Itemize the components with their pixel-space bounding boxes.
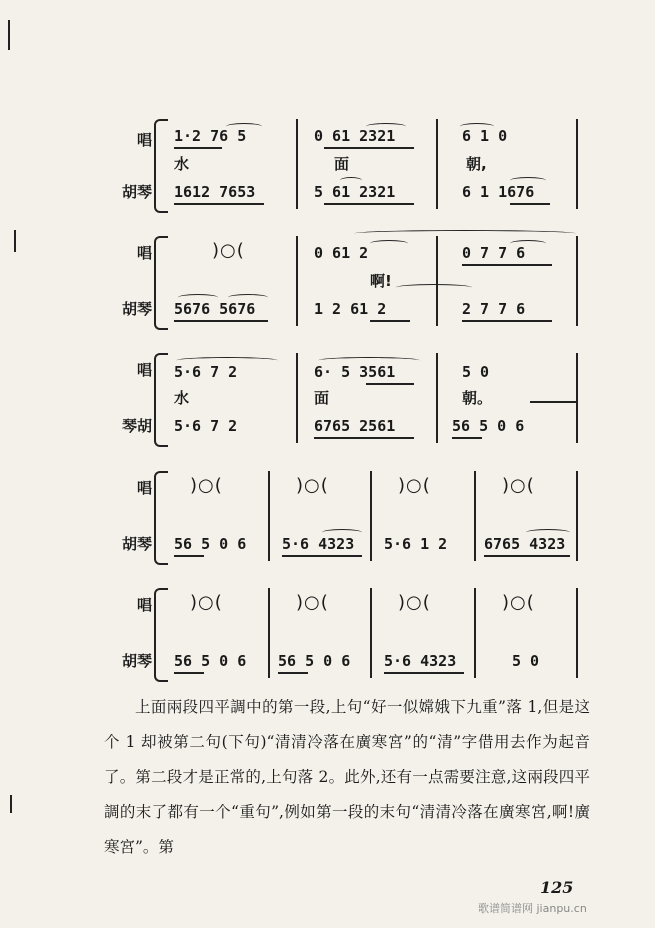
- huqin-measure: 6765 4323: [484, 535, 566, 553]
- huqin-measure: 56 5 0 6: [278, 652, 351, 670]
- system-brace: [154, 236, 168, 330]
- barline: [576, 471, 578, 561]
- barline: [436, 236, 438, 326]
- barline: [370, 588, 372, 678]
- huqin-label: 胡琴: [121, 183, 152, 201]
- rest-symbol: )○(: [502, 592, 535, 613]
- huqin-measure: 6765 2561: [314, 417, 396, 435]
- lyric: 面: [334, 155, 350, 173]
- slur: [318, 357, 420, 364]
- voice-label: 唱: [136, 479, 152, 497]
- voice-label: 唱: [136, 361, 152, 379]
- slur: [340, 177, 362, 184]
- system-brace: [154, 119, 168, 213]
- margin-mark: [8, 20, 10, 50]
- rest-symbol: )○(: [296, 592, 329, 613]
- slur: [510, 240, 546, 247]
- barline: [474, 471, 476, 561]
- huqin-measure: 5676 5676: [174, 300, 256, 318]
- slur: [178, 294, 218, 301]
- slur: [176, 357, 278, 364]
- slur: [396, 284, 472, 291]
- slur: [226, 123, 262, 130]
- underline: [462, 320, 552, 322]
- slur: [370, 240, 408, 247]
- lyric: 水: [174, 155, 190, 173]
- huqin-label: 胡琴: [121, 535, 152, 553]
- system-brace: [154, 588, 168, 682]
- underline: [384, 672, 464, 674]
- huqin-measure: 56 5 0 6: [452, 417, 525, 435]
- slur: [322, 529, 362, 536]
- barline: [268, 588, 270, 678]
- slur: [510, 177, 546, 184]
- rest-symbol: )○(: [212, 240, 245, 261]
- voice-measure: 0 61 2: [314, 244, 369, 262]
- paragraph-text: 上面兩段四平調中的第一段,上句“好一似嫦娥下九重”落 1,但是这个 1 却被第二句(下句)“清清冷落在廣寒宮”的“清”字借用去作为起音了。第二段才是正常的,上句落 2。此外,还有一点需要注意,这兩段四平調的末了都有一个“重句”,例如第一段的末句“清清冷落在廣寒宮,啊!廣寒宮”。第: [104, 698, 590, 856]
- underline: [282, 555, 362, 557]
- system-brace: [154, 471, 168, 565]
- lyric: 啊!: [370, 272, 392, 290]
- margin-mark: [10, 795, 12, 813]
- barline: [296, 119, 298, 209]
- continuation-line: [530, 401, 578, 403]
- slur: [526, 529, 570, 536]
- score-system-1: [0, 115, 655, 215]
- barline: [576, 119, 578, 209]
- site-watermark: 歌谱简谱网 jianpu.cn: [478, 902, 587, 915]
- underline: [366, 383, 414, 385]
- rest-symbol: )○(: [398, 475, 431, 496]
- huqin-label: 琴胡: [121, 417, 152, 435]
- barline: [296, 236, 298, 326]
- underline: [462, 264, 552, 266]
- barline: [576, 353, 578, 443]
- underline: [174, 555, 204, 557]
- underline: [174, 320, 268, 322]
- barline: [576, 588, 578, 678]
- underline: [324, 203, 414, 205]
- slur: [460, 123, 494, 130]
- underline: [174, 203, 264, 205]
- slur: [228, 294, 268, 301]
- barline: [436, 119, 438, 209]
- rest-symbol: )○(: [296, 475, 329, 496]
- lyric: 朝。: [462, 389, 493, 407]
- barline: [576, 236, 578, 326]
- underline: [314, 437, 414, 439]
- rest-symbol: )○(: [502, 475, 535, 496]
- body-paragraph: [104, 690, 590, 865]
- huqin-measure: 1612 7653: [174, 183, 256, 201]
- score-system-2: [0, 228, 655, 328]
- lyric: 面: [314, 389, 330, 407]
- underline: [484, 555, 570, 557]
- rest-symbol: )○(: [398, 592, 431, 613]
- voice-measure: 6· 5 3561: [314, 363, 396, 381]
- score-system-3: [0, 345, 655, 445]
- voice-label: 唱: [136, 244, 152, 262]
- barline: [268, 471, 270, 561]
- huqin-measure: 6 1 1676: [462, 183, 535, 201]
- underline: [174, 672, 204, 674]
- slur: [366, 123, 406, 130]
- huqin-measure: 5 61 2321: [314, 183, 396, 201]
- voice-label: 唱: [136, 596, 152, 614]
- underline: [370, 320, 410, 322]
- underline: [174, 147, 222, 149]
- slur: [354, 230, 576, 237]
- voice-measure: 1·2 76 5: [174, 127, 247, 145]
- voice-measure: 5 0: [462, 363, 490, 381]
- underline: [278, 672, 308, 674]
- underline: [452, 437, 482, 439]
- voice-label: 唱: [136, 131, 152, 149]
- huqin-measure: 5·6 4323: [384, 652, 457, 670]
- rest-symbol: )○(: [190, 592, 223, 613]
- barline: [474, 588, 476, 678]
- lyric: 水: [174, 389, 190, 407]
- voice-measure: 0 7 7 6: [462, 244, 526, 262]
- system-brace: [154, 353, 168, 447]
- huqin-measure: 5·6 7 2: [174, 417, 238, 435]
- huqin-measure: 5·6 4323: [282, 535, 355, 553]
- underline: [324, 147, 414, 149]
- score-system-5: [0, 580, 655, 680]
- lyric: 朝,: [466, 155, 487, 173]
- barline: [296, 353, 298, 443]
- barline: [370, 471, 372, 561]
- huqin-label: 胡琴: [121, 300, 152, 318]
- score-system-4: [0, 463, 655, 563]
- rest-symbol: )○(: [190, 475, 223, 496]
- huqin-measure: 5 0: [512, 652, 540, 670]
- voice-measure: 6 1 0: [462, 127, 508, 145]
- huqin-measure: 1 2 61 2: [314, 300, 387, 318]
- huqin-measure: 56 5 0 6: [174, 652, 247, 670]
- huqin-measure: 5·6 1 2: [384, 535, 448, 553]
- page-number: 125: [540, 878, 574, 897]
- huqin-measure: 2 7 7 6: [462, 300, 526, 318]
- huqin-label: 胡琴: [121, 652, 152, 670]
- huqin-measure: 56 5 0 6: [174, 535, 247, 553]
- barline: [436, 353, 438, 443]
- voice-measure: 5·6 7 2: [174, 363, 238, 381]
- voice-measure: 0 61 2321: [314, 127, 396, 145]
- underline: [510, 203, 550, 205]
